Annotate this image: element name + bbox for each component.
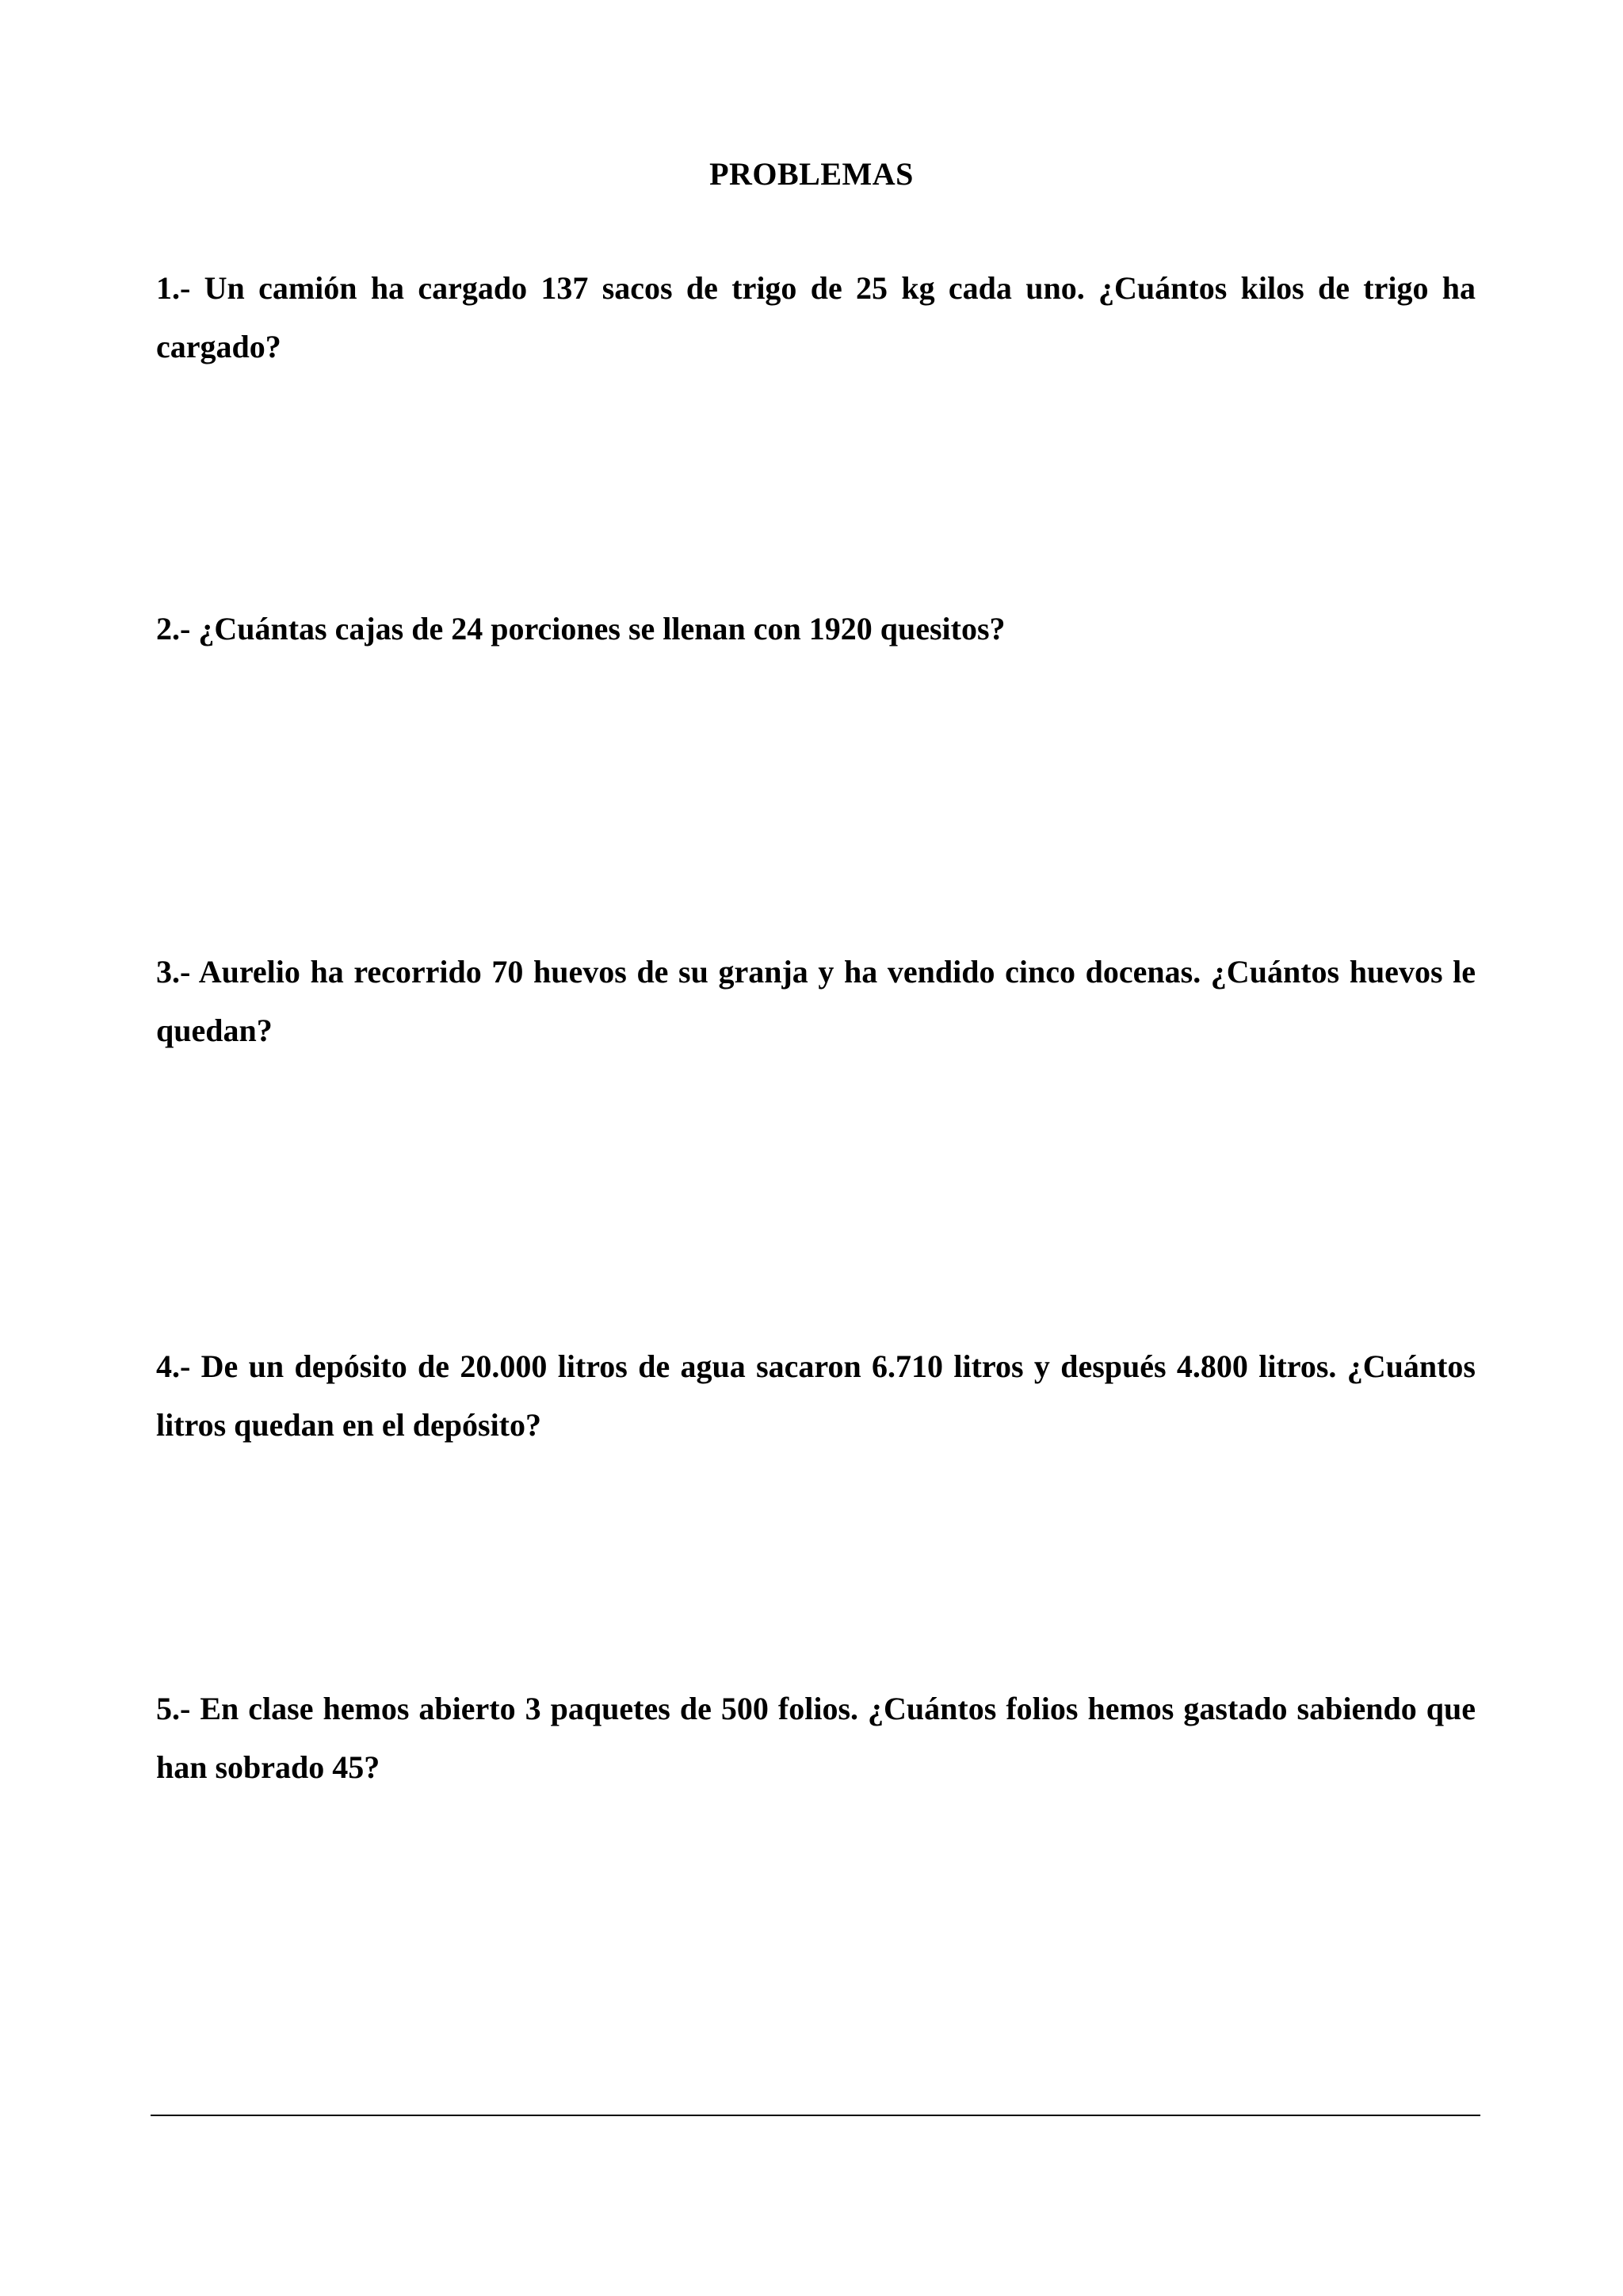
problem-2: 2.- ¿Cuántas cajas de 24 porciones se llenan con 1920 quesitos? xyxy=(156,611,1006,646)
problem-4: 4.- De un depósito de 20.000 litros de agua sacaron 6.710 litros y después 4.800 litros. ¿Cuántos litros quedan en el depósito? xyxy=(156,1348,1476,1443)
problem-1: 1.- Un camión ha cargado 137 sacos de trigo de 25 kg cada uno. ¿Cuántos kilos de trigo ha cargado? xyxy=(156,270,1476,364)
problem-3: 3.- Aurelio ha recorrido 70 huevos de su granja y ha vendido cinco docenas. ¿Cuántos huevos le quedan? xyxy=(156,954,1476,1048)
problem-5: 5.- En clase hemos abierto 3 paquetes de 500 folios. ¿Cuántos folios hemos gastado sabiendo que han sobrado 45? xyxy=(156,1691,1476,1785)
footer-divider xyxy=(151,2115,1480,2116)
page-title: PROBLEMAS xyxy=(709,156,914,192)
